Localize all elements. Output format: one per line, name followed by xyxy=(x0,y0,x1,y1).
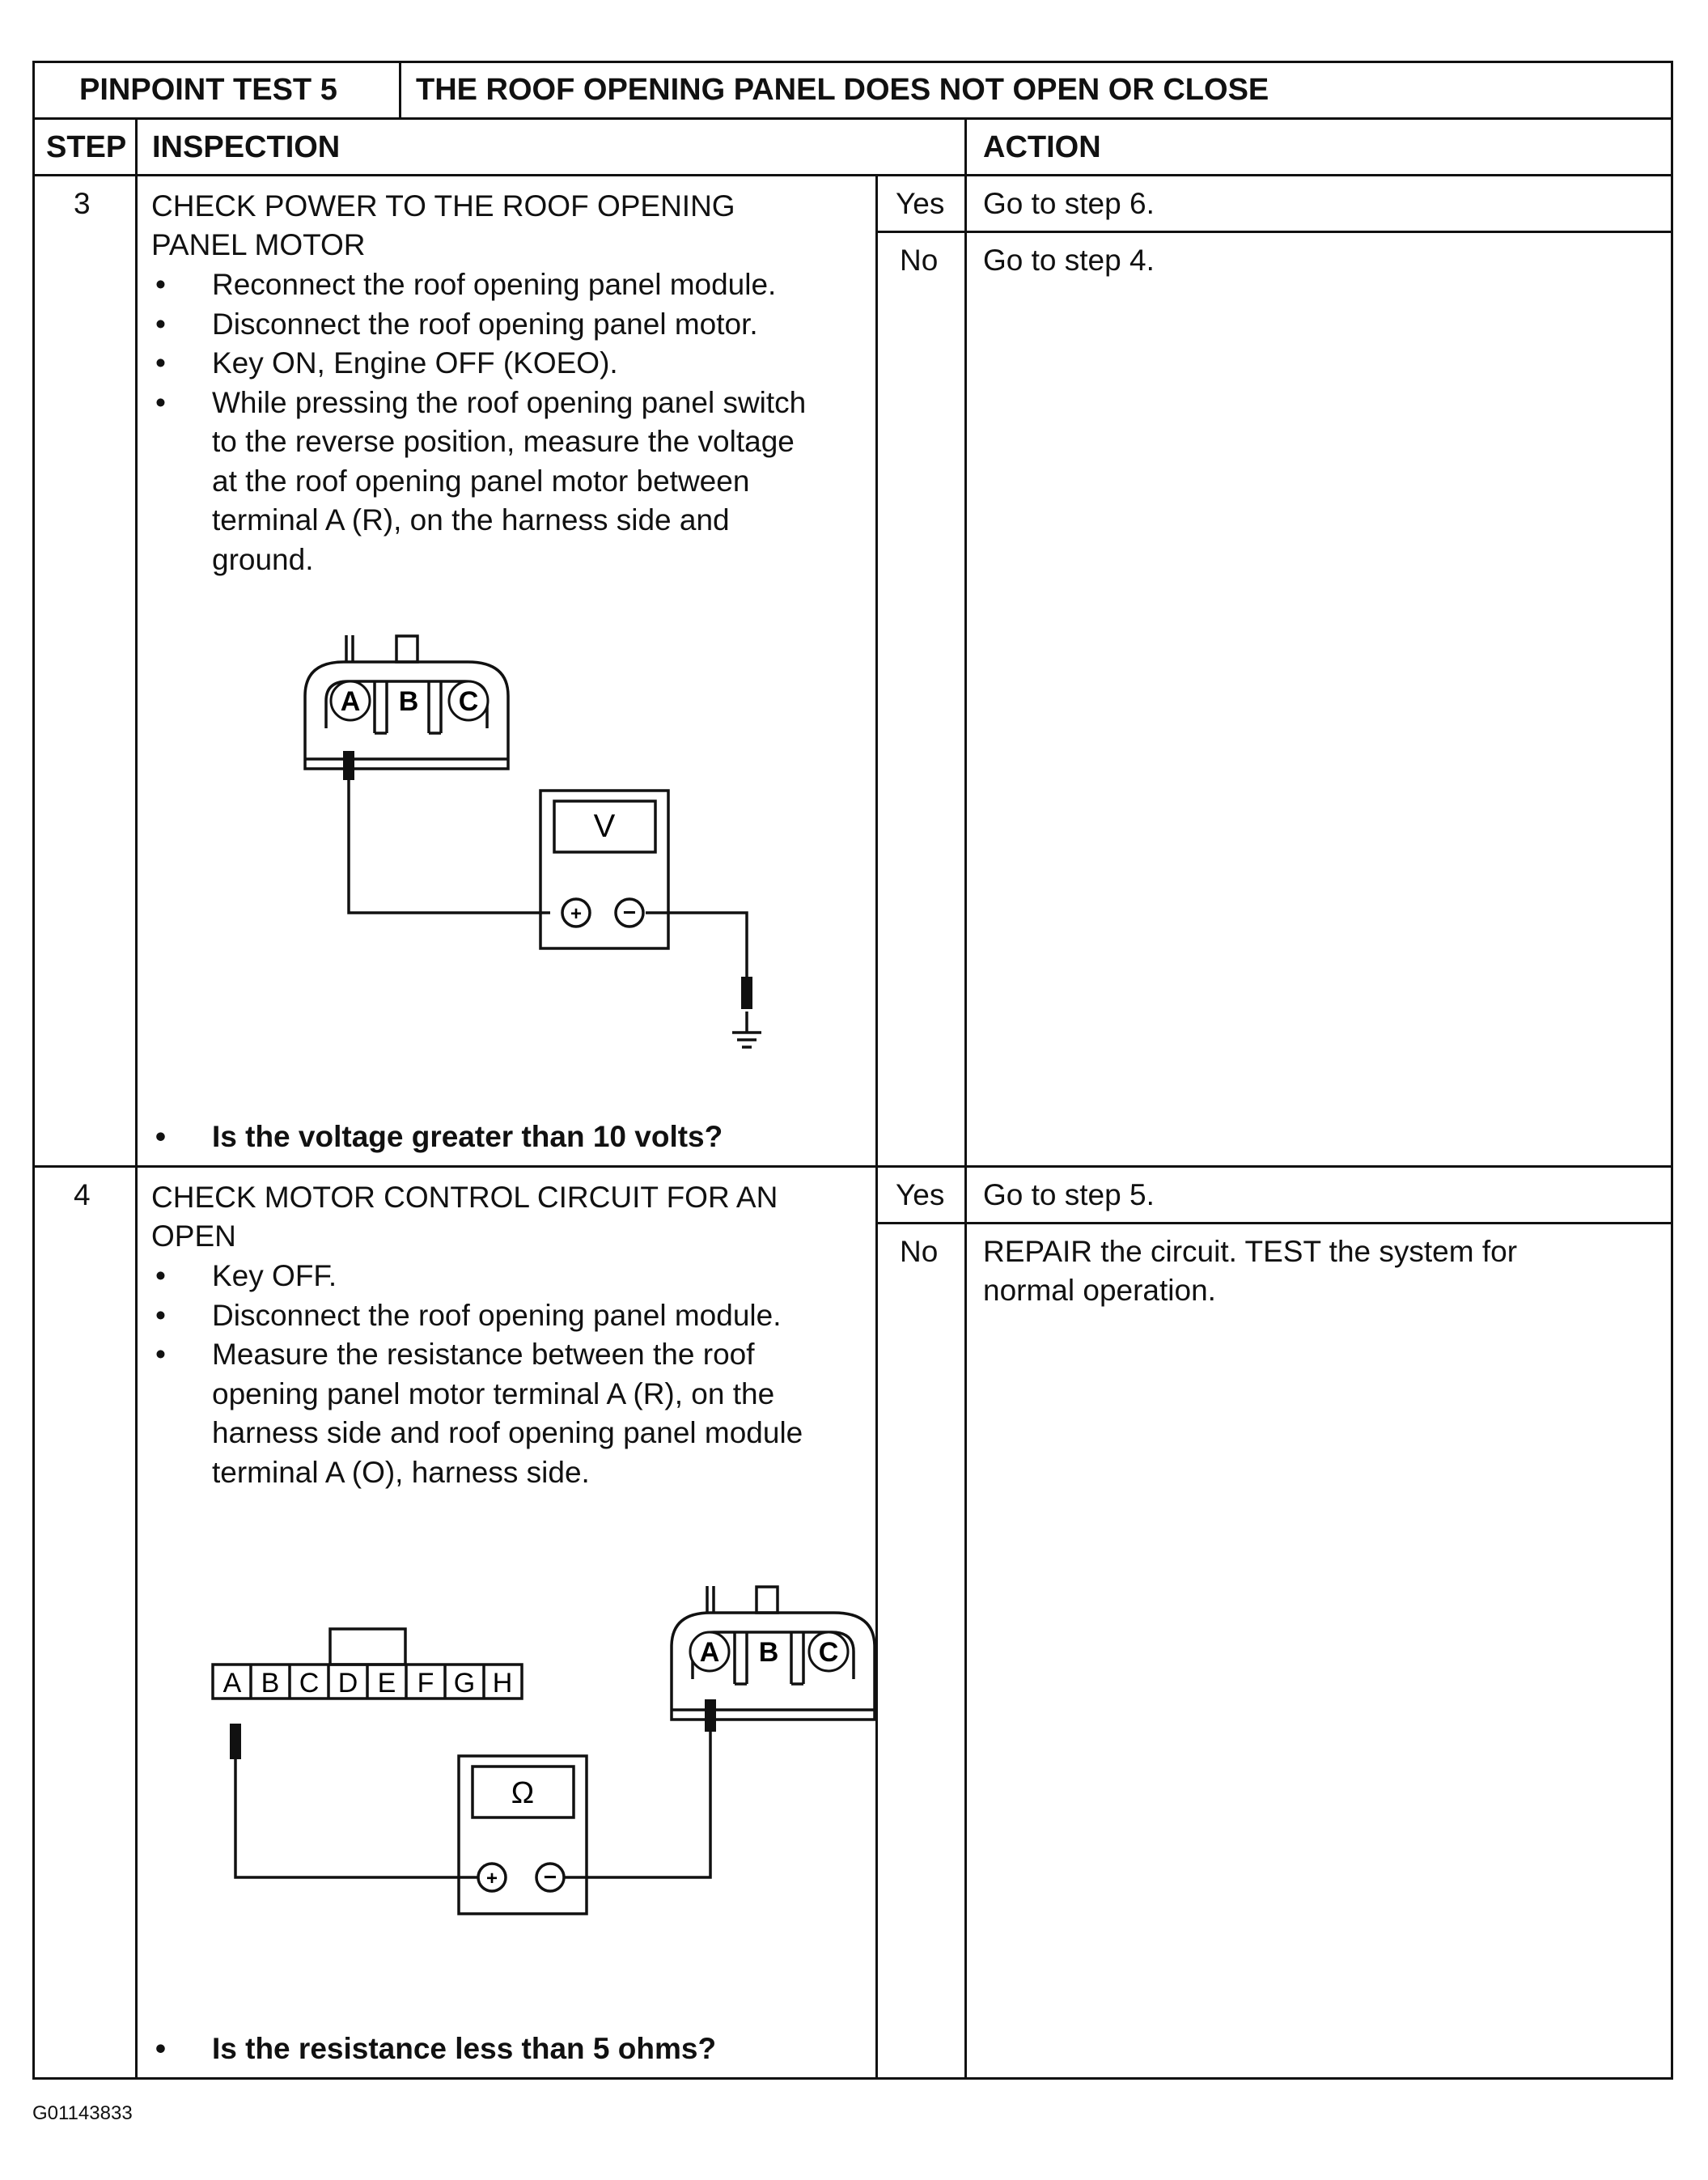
motor-pin-labels xyxy=(690,1632,848,1671)
pin-label: B xyxy=(261,1668,280,1699)
meter-symbol: V xyxy=(593,808,616,844)
voltmeter-positive-lead xyxy=(349,777,550,913)
list-item: • Disconnect the roof opening panel module. xyxy=(155,1296,803,1336)
inspection-column-header: INSPECTION xyxy=(135,117,967,176)
yes-label: Yes xyxy=(896,1178,945,1211)
pin-label: C xyxy=(299,1668,320,1699)
step-number: 3 xyxy=(74,187,91,220)
list-item: • Key OFF. xyxy=(155,1257,803,1296)
yes-label: Yes xyxy=(896,187,945,220)
meter-symbol: Ω xyxy=(511,1776,535,1810)
meter-minus: − xyxy=(622,900,637,925)
pin-label: G xyxy=(453,1668,476,1699)
meter-plus: + xyxy=(570,903,583,925)
probe-tip-icon xyxy=(230,1724,241,1759)
ohmmeter-positive-lead xyxy=(235,1724,479,1877)
pin-label: B xyxy=(398,686,419,717)
pin-label: E xyxy=(377,1668,396,1699)
module-connector-icon xyxy=(213,1629,522,1699)
list-item: • Disconnect the roof opening panel motor. xyxy=(155,305,806,345)
ground-icon xyxy=(732,1012,761,1047)
test-id: PINPOINT TEST 5 xyxy=(79,73,337,107)
yes-action: Go to step 6. xyxy=(983,187,1155,220)
pin-label: A xyxy=(699,1637,720,1668)
pin-label: F xyxy=(417,1668,434,1699)
no-action: Go to step 4. xyxy=(983,244,1155,277)
pin-label: C xyxy=(458,686,479,717)
no-label: No xyxy=(900,244,939,277)
no-action: REPAIR the circuit. TEST the system for xyxy=(983,1235,1518,1268)
pin-label: D xyxy=(337,1668,358,1699)
step-number: 4 xyxy=(74,1178,91,1211)
step-title: CHECK POWER TO THE ROOF OPENING xyxy=(151,189,735,223)
pin-label: B xyxy=(758,1637,779,1668)
probe-tip-icon xyxy=(343,751,354,780)
connector-pin-labels xyxy=(331,681,488,720)
no-label: No xyxy=(900,1235,939,1268)
question-text: • Is the resistance less than 5 ohms? xyxy=(155,2029,716,2069)
probe-tip-icon xyxy=(705,1699,716,1732)
action-column-header: ACTION xyxy=(964,117,1673,176)
step-title: PANEL MOTOR xyxy=(151,228,366,261)
step-column-header: STEP xyxy=(32,117,138,176)
figure-id: G01143833 xyxy=(32,2102,133,2124)
meter-minus: − xyxy=(543,1864,557,1889)
pin-label: A xyxy=(340,686,361,717)
resistance-test-diagram xyxy=(213,1586,875,1914)
list-item: • While pressing the roof opening panel switch to the reverse position, measure the voltage at the roof opening panel motor between terminal A (R), on the harness side and ground. xyxy=(155,384,806,580)
meter-plus: + xyxy=(485,1868,498,1889)
step-title: CHECK MOTOR CONTROL CIRCUIT FOR AN xyxy=(151,1181,778,1214)
list-item: • Key ON, Engine OFF (KOEO). xyxy=(155,344,806,384)
yes-action: Go to step 5. xyxy=(983,1178,1155,1211)
probe-tip-icon xyxy=(741,977,752,1009)
pin-label: C xyxy=(818,1637,839,1668)
question-text: • Is the voltage greater than 10 volts? xyxy=(155,1118,723,1157)
list-item: • Reconnect the roof opening panel module. xyxy=(155,265,806,305)
pin-label: A xyxy=(223,1668,242,1699)
pin-label: H xyxy=(492,1668,513,1699)
test-title: THE ROOF OPENING PANEL DOES NOT OPEN OR CLOSE xyxy=(416,73,1269,107)
step-title: OPEN xyxy=(151,1219,236,1253)
no-action: normal operation. xyxy=(983,1274,1216,1307)
list-item: • Measure the resistance between the roof opening panel motor terminal A (R), on the harness side and roof opening panel module terminal A (O), harness side. xyxy=(155,1335,803,1492)
